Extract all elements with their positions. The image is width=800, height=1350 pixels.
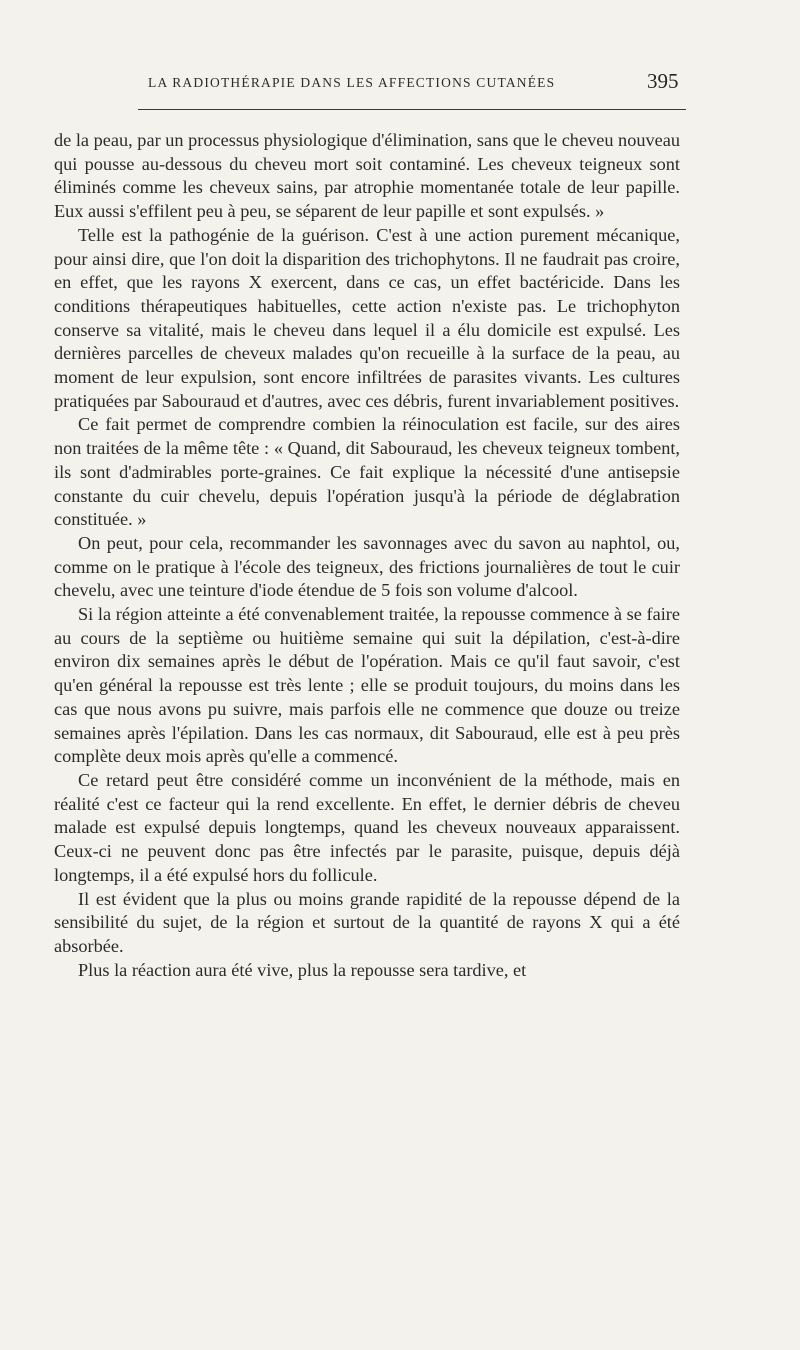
running-title: LA RADIOTHÉRAPIE DANS LES AFFECTIONS CUTANÉES [148,75,556,90]
paragraph: Telle est la pathogénie de la guérison. C'est à une action purement mécanique, pour ainsi dire, que l'on doit la disparition des trichophytons. Il ne faudrait pas croire, en effet, que les rayons X exercent, dans ce cas, un effet bactéricide. Dans les conditions thérapeutiques habituelles, cette action n'existe pas. Le trichophyton conserve sa vitalité, mais le cheveu dans lequel il a élu domicile est expulsé. Les dernières parcelles de cheveux malades qu'on recueille à la surface de la peau, au moment de leur expulsion, sont encore infiltrées de parasites vivants. Les cultures pratiquées par Sabouraud et d'autres, avec ces débris, furent invariablement positives. [54,224,680,411]
body-text [54,129,680,982]
paragraph: On peut, pour cela, recommander les savonnages avec du savon au naphtol, ou, comme on le pratique à l'école des teigneux, des frictions journalières de tout le cuir chevelu, avec une teinture d'iode étendue de 5 fois son volume d'alcool. [54,532,680,601]
paragraph: Il est évident que la plus ou moins grande rapidité de la repousse dépend de la sensibilité du sujet, de la région et surtout de la quantité de rayons X qui a été absorbée. [54,888,680,956]
header-rule [138,109,686,110]
paragraph: Plus la réaction aura été vive, plus la repousse sera tardive, et [78,959,527,980]
paragraph: Ce fait permet de comprendre combien la réinoculation est facile, sur des aires non traitées de la même tête : « Quand, dit Sabouraud, les cheveux teigneux tombent, ils sont d'admirables porte-graines. Ce fait explique la nécessité d'une antisepsie constante du cuir chevelu, depuis l'opération jusqu'à la période de déglabration constituée. » [54,414,680,530]
page-number: 395 [647,69,679,93]
paragraph: Si la région atteinte a été convenablement traitée, la repousse commence à se faire au cours de la septième ou huitième semaine qui suit la dépilation, c'est-à-dire environ dix semaines après le début de l'opération. Mais ce qu'il faut savoir, c'est qu'en général la repousse est très lente ; elle se produit toujours, du moins dans les cas que nous avons pu suivre, mais parfois elle ne commence que douze ou treize semaines après l'épilation. Dans les cas normaux, dit Sabouraud, elle est à peu près complète deux mois après qu'elle a commencé. [54,604,680,767]
paragraph: Ce retard peut être considéré comme un inconvénient de la méthode, mais en réalité c'est ce facteur qui la rend excellente. En effet, le dernier débris de cheveu malade est expulsé depuis longtemps, quand les cheveux nouveaux apparaissent. Ceux-ci ne peuvent donc pas être infectés par le parasite, puisque, depuis déjà longtemps, il a été expulsé hors du follicule. [54,769,680,885]
paragraph-continued: de la peau, par un processus physiologique d'élimination, sans que le cheveu nouveau qui pousse au-dessous du cheveu mort soit contaminé. Les cheveux teigneux sont éliminés comme les cheveux sains, par atrophie momentanée totale de leur papille. Eux aussi s'effilent peu à peu, se séparent de leur papille et sont expulsés. » [54,130,680,222]
